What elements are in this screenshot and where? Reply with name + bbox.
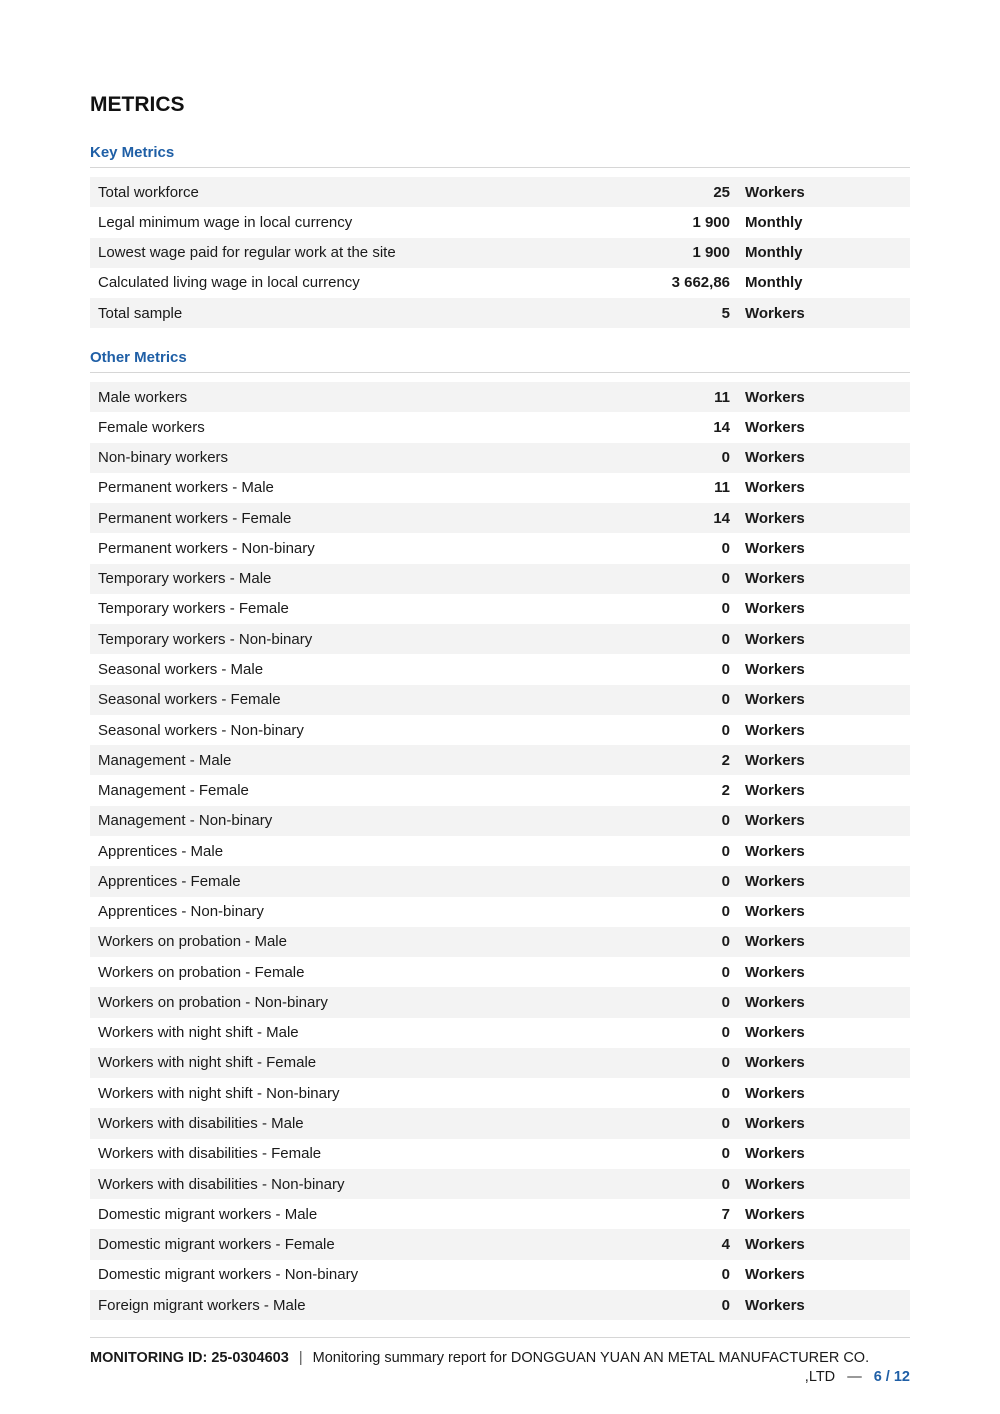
key-metrics-table (90, 177, 910, 328)
metric-label: Seasonal workers - Male (98, 661, 264, 679)
page-title: METRICS (90, 93, 185, 116)
metric-label: Workers on probation - Female (98, 963, 305, 981)
metric-unit: Workers (745, 933, 805, 951)
metric-value: 0 (721, 570, 730, 588)
metric-value: 4 (721, 1236, 730, 1254)
metric-value: 7 (721, 1205, 730, 1223)
table-row (90, 957, 910, 987)
metric-value: 11 (714, 479, 730, 497)
table-row (90, 1260, 910, 1290)
key-metrics-heading: Key Metrics (90, 143, 910, 168)
metric-value: 0 (721, 872, 730, 890)
metric-label: Apprentices - Female (98, 872, 241, 890)
page-number: 6 / 12 (873, 1369, 910, 1385)
key-metrics-section (90, 143, 910, 328)
metric-unit: Workers (745, 661, 805, 679)
metric-value: 2 (721, 751, 730, 769)
metric-label: Non-binary workers (98, 449, 229, 467)
metric-label: Workers with disabilities - Non-binary (98, 1175, 345, 1193)
table-row (90, 1229, 910, 1259)
table-row (90, 533, 910, 563)
metric-value: 0 (721, 691, 730, 709)
table-row (90, 685, 910, 715)
table-row (90, 1199, 910, 1229)
table-row (90, 775, 910, 805)
metric-label: Female workers (98, 418, 205, 436)
table-row (90, 987, 910, 1017)
metric-label: Permanent workers - Male (98, 479, 274, 497)
report-title: Monitoring summary report for DONGGUAN YUAN AN METAL MANUFACTURER CO. (312, 1350, 870, 1366)
table-row (90, 836, 910, 866)
metric-value: 0 (721, 721, 730, 739)
metric-unit: Workers (745, 721, 805, 739)
table-row (90, 207, 910, 237)
metric-unit: Workers (745, 509, 805, 527)
metric-value: 0 (721, 1296, 730, 1314)
table-row (90, 473, 910, 503)
metric-label: Management - Male (98, 751, 232, 769)
metric-value: 25 (713, 183, 730, 201)
table-row (90, 745, 910, 775)
table-row (90, 1290, 910, 1320)
metric-unit: Workers (745, 842, 805, 860)
table-row (90, 1018, 910, 1048)
metric-value: 0 (721, 600, 730, 618)
metric-unit: Workers (745, 1175, 805, 1193)
metric-unit: Workers (745, 1024, 805, 1042)
metric-label: Management - Female (98, 782, 249, 800)
metric-unit: Workers (745, 1054, 805, 1072)
table-row (90, 1169, 910, 1199)
other-metrics-section (90, 348, 910, 1320)
metric-unit: Monthly (745, 213, 803, 231)
footer-dash: — (847, 1369, 862, 1385)
metric-value: 1 900 (692, 244, 730, 262)
table-row (90, 1048, 910, 1078)
metric-unit: Workers (745, 449, 805, 467)
monitoring-id: MONITORING ID: 25-0304603 (90, 1350, 289, 1366)
metric-unit: Workers (745, 1236, 805, 1254)
metric-label: Temporary workers - Female (98, 600, 289, 618)
metric-value: 0 (721, 449, 730, 467)
metric-unit: Workers (745, 1084, 805, 1102)
metric-unit: Workers (745, 388, 805, 406)
metric-label: Legal minimum wage in local currency (98, 213, 353, 231)
metric-unit: Workers (745, 1266, 805, 1284)
table-row (90, 897, 910, 927)
metric-label: Management - Non-binary (98, 812, 273, 830)
metric-unit: Workers (745, 600, 805, 618)
table-row (90, 1139, 910, 1169)
table-row (90, 268, 910, 298)
metric-value: 0 (721, 963, 730, 981)
table-row (90, 594, 910, 624)
metric-value: 0 (721, 903, 730, 921)
metric-unit: Workers (745, 963, 805, 981)
metric-label: Total workforce (98, 183, 199, 201)
metric-unit: Workers (745, 183, 805, 201)
metric-value: 0 (721, 630, 730, 648)
table-row (90, 715, 910, 745)
metric-label: Temporary workers - Male (98, 570, 272, 588)
metric-unit: Workers (745, 751, 805, 769)
metric-label: Seasonal workers - Non-binary (98, 721, 304, 739)
metric-label: Workers with night shift - Male (98, 1024, 299, 1042)
metric-value: 0 (721, 539, 730, 557)
table-row (90, 177, 910, 207)
metric-label: Foreign migrant workers - Male (98, 1296, 306, 1314)
metric-label: Apprentices - Male (98, 842, 224, 860)
metric-value: 3 662,86 (671, 274, 730, 292)
table-row (90, 1108, 910, 1138)
metric-label: Seasonal workers - Female (98, 691, 281, 709)
metric-value: 0 (721, 1145, 730, 1163)
other-metrics-heading: Other Metrics (90, 348, 910, 373)
table-row (90, 238, 910, 268)
metric-label: Total sample (98, 304, 183, 322)
table-row (90, 564, 910, 594)
metric-label: Workers with disabilities - Female (98, 1145, 322, 1163)
metric-unit: Workers (745, 304, 805, 322)
table-row (90, 412, 910, 442)
metric-label: Apprentices - Non-binary (98, 903, 264, 921)
metric-label: Workers with night shift - Non-binary (98, 1084, 340, 1102)
metric-label: Workers on probation - Male (98, 933, 287, 951)
metric-label: Domestic migrant workers - Non-binary (98, 1266, 359, 1284)
metric-value: 14 (713, 418, 730, 436)
metric-unit: Workers (745, 418, 805, 436)
table-row (90, 298, 910, 328)
metric-value: 1 900 (692, 213, 730, 231)
metric-value: 0 (721, 661, 730, 679)
metric-value: 0 (721, 993, 730, 1011)
other-metrics-table (90, 382, 910, 1320)
metric-unit: Workers (745, 872, 805, 890)
metric-label: Workers with disabilities - Male (98, 1115, 304, 1132)
metric-label: Domestic migrant workers - Female (98, 1236, 335, 1254)
metric-value: 0 (721, 812, 730, 830)
metric-unit: Workers (745, 1205, 805, 1223)
table-row (90, 382, 910, 412)
footer-separator: | (298, 1350, 303, 1366)
metric-unit: Workers (745, 1115, 805, 1132)
metric-unit: Workers (745, 479, 805, 497)
metric-value: 0 (721, 1115, 730, 1132)
table-row (90, 806, 910, 836)
metric-unit: Workers (745, 812, 805, 830)
table-row (90, 1078, 910, 1108)
page-footer (90, 1337, 910, 1385)
metric-label: Lowest wage paid for regular work at the site (98, 244, 396, 262)
metric-label: Domestic migrant workers - Male (98, 1205, 318, 1223)
metric-value: 2 (721, 782, 730, 800)
metric-unit: Workers (745, 903, 805, 921)
metric-value: 0 (721, 1054, 730, 1072)
metric-unit: Workers (745, 1296, 805, 1314)
metric-label: Workers with night shift - Female (98, 1054, 317, 1072)
table-row (90, 503, 910, 533)
metric-unit: Workers (745, 630, 805, 648)
table-row (90, 624, 910, 654)
metric-unit: Monthly (745, 244, 803, 262)
metric-value: 0 (721, 933, 730, 951)
metric-value: 0 (721, 842, 730, 860)
metric-unit: Monthly (745, 274, 803, 292)
metric-value: 11 (714, 388, 730, 406)
metric-label: Permanent workers - Female (98, 509, 292, 527)
metric-unit: Workers (745, 782, 805, 800)
metric-unit: Workers (745, 691, 805, 709)
metric-value: 0 (721, 1175, 730, 1193)
metric-unit: Workers (745, 993, 805, 1011)
metric-label: Calculated living wage in local currency (98, 274, 360, 292)
metric-label: Workers on probation - Non-binary (98, 993, 328, 1011)
metric-label: Temporary workers - Non-binary (98, 630, 313, 648)
metric-unit: Workers (745, 570, 805, 588)
table-row (90, 654, 910, 684)
metric-unit: Workers (745, 539, 805, 557)
metric-label: Permanent workers - Non-binary (98, 539, 315, 557)
metric-unit: Workers (745, 1145, 805, 1163)
metric-value: 14 (713, 509, 730, 527)
metric-value: 0 (721, 1024, 730, 1042)
metric-value: 0 (721, 1266, 730, 1284)
metric-value: 5 (721, 304, 730, 322)
metric-label: Male workers (98, 388, 188, 406)
table-row (90, 866, 910, 896)
table-row (90, 443, 910, 473)
table-row (90, 927, 910, 957)
report-title-continued: ,LTD (804, 1369, 836, 1385)
metric-value: 0 (721, 1084, 730, 1102)
